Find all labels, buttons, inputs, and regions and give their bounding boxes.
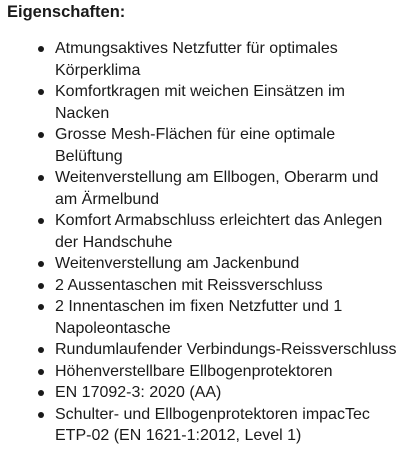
feature-text: EN 17092-3: 2020 (AA) xyxy=(55,384,222,401)
bullet-icon xyxy=(38,347,44,353)
feature-text: Weitenverstellung am Jackenbund xyxy=(55,255,300,272)
feature-text: Rundumlaufender Verbindungs-Reissverschluss xyxy=(55,341,397,358)
feature-text: Schulter- und Ellbogenprotektoren impacTec ETP-02 (EN 1621-1:2012, Level 1) xyxy=(55,405,370,444)
feature-item xyxy=(0,275,407,297)
section-heading: Eigenschaften: xyxy=(7,3,126,21)
bullet-icon xyxy=(38,261,44,267)
bullet-icon xyxy=(38,218,44,224)
bullet-icon xyxy=(38,304,44,310)
feature-item xyxy=(0,124,407,167)
feature-list xyxy=(0,38,407,447)
feature-text: Weitenverstellung am Ellbogen, Oberarm und am Ärmelbund xyxy=(55,169,379,208)
feature-item xyxy=(0,81,407,124)
feature-item xyxy=(0,167,407,210)
feature-item xyxy=(0,339,407,361)
feature-text: Atmungsaktives Netzfutter für optimales Körperklima xyxy=(55,40,338,79)
feature-text: Grosse Mesh-Flächen für eine optimale Belüftung xyxy=(55,126,336,165)
bullet-icon xyxy=(38,412,44,418)
feature-item xyxy=(0,210,407,253)
feature-text: Komfort Armabschluss erleichtert das Anlegen der Handschuhe xyxy=(55,212,383,251)
bullet-icon xyxy=(38,89,44,95)
feature-item xyxy=(0,253,407,275)
feature-text: 2 Innentaschen im fixen Netzfutter und 1 Napoleontasche xyxy=(55,298,343,337)
bullet-icon xyxy=(38,283,44,289)
feature-item xyxy=(0,38,407,81)
feature-item xyxy=(0,382,407,404)
feature-item xyxy=(0,296,407,339)
bullet-icon xyxy=(38,369,44,375)
feature-text: Komfortkragen mit weichen Einsätzen im Nacken xyxy=(55,83,345,122)
feature-item xyxy=(0,361,407,383)
bullet-icon xyxy=(38,132,44,138)
bullet-icon xyxy=(38,175,44,181)
feature-text: 2 Aussentaschen mit Reissverschluss xyxy=(55,276,323,294)
bullet-icon xyxy=(38,46,44,52)
bullet-icon xyxy=(38,390,44,396)
feature-text: Höhenverstellbare Ellbogenprotektoren xyxy=(55,362,333,380)
feature-item xyxy=(0,404,407,447)
